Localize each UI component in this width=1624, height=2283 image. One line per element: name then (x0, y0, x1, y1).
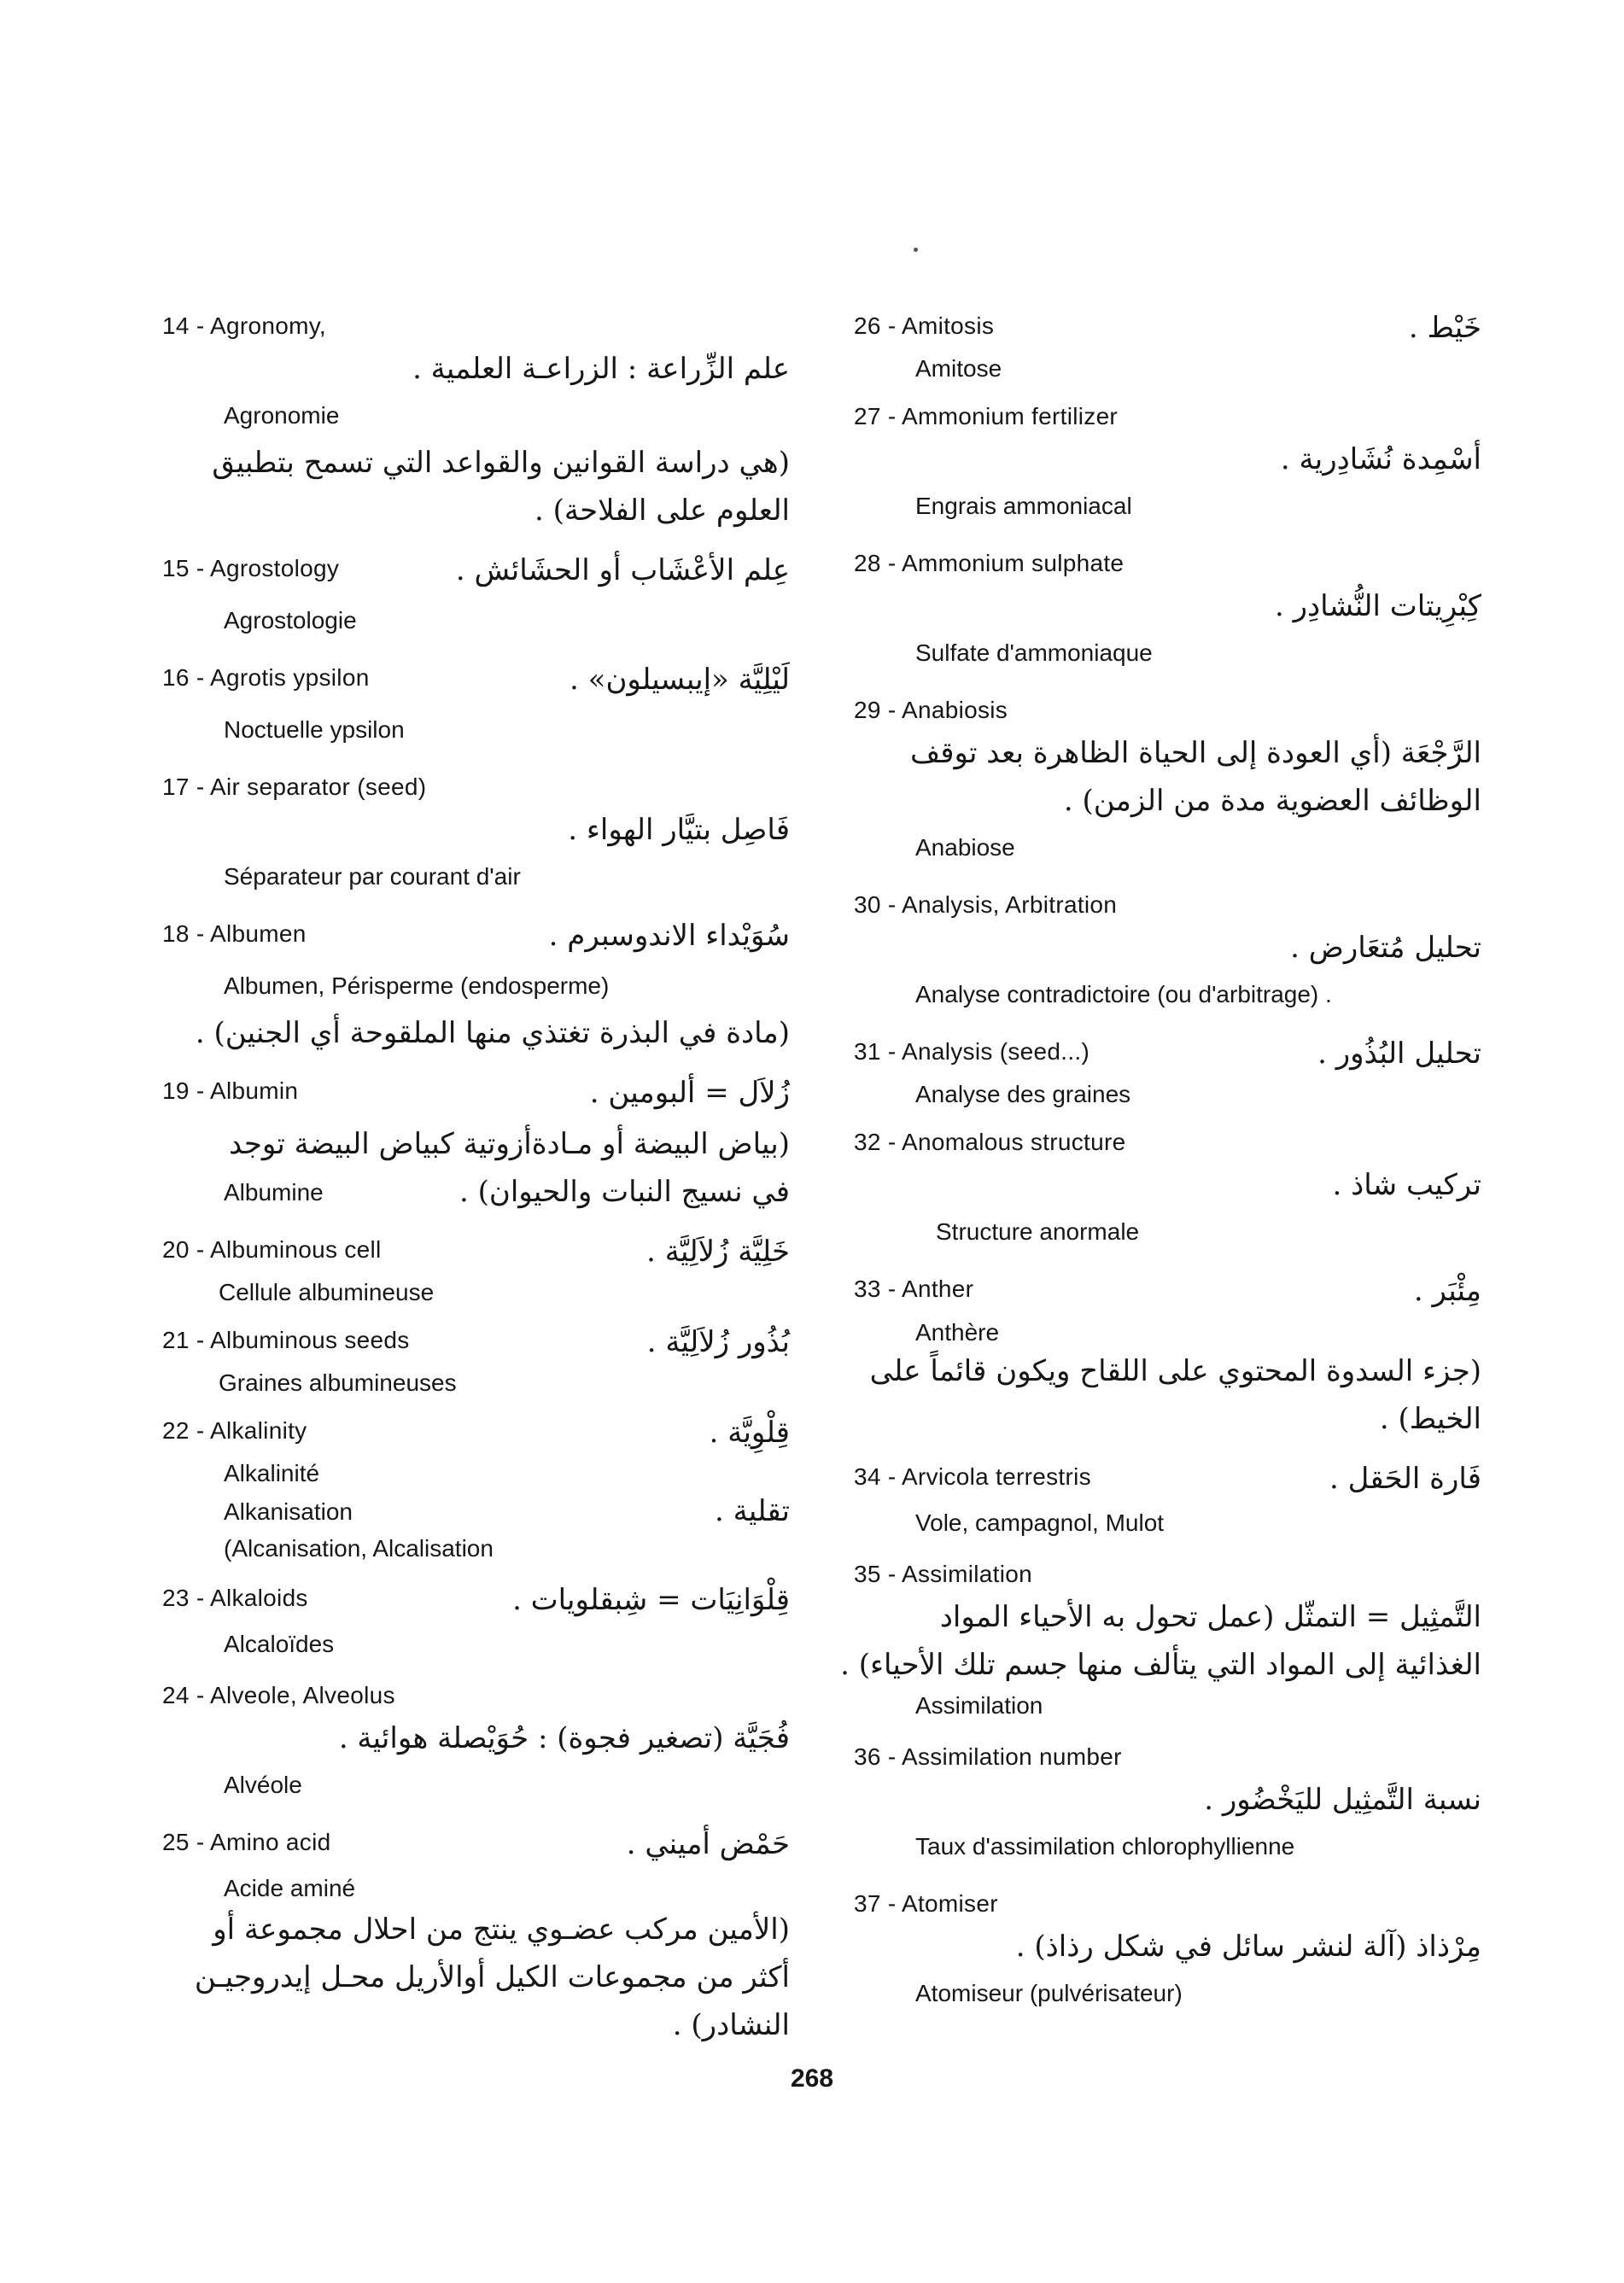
term-fr: Taux d'assimilation chlorophyllienne (915, 1833, 1295, 1860)
term-ar: تحليل البُذُور . (1317, 1036, 1481, 1071)
term-ar: خَلِيَّة زُلاَلِيَّة . (646, 1235, 790, 1269)
definition-ar: الخيط) . (1379, 1402, 1481, 1436)
term-ar: خَيْط . (1408, 311, 1481, 345)
term-ar: حَمْض أميني . (626, 1827, 790, 1861)
term-fr: Structure anormale (936, 1218, 1140, 1245)
entry-34 (854, 1457, 1490, 1540)
term-en: 16 - Agrotis ypsilon (162, 664, 370, 691)
entry-14 (162, 306, 798, 534)
definition-ar: (مادة في البذرة تغتذي منها الملقوحة أي الجنين) . (195, 1016, 790, 1050)
term-fr: Alcaloïdes (224, 1631, 335, 1657)
scan-speck (914, 248, 918, 252)
term-en: 17 - Air separator (seed) (162, 774, 427, 800)
entry-26 (854, 306, 1490, 382)
definition-ar: (جزء السدوة المحتوي على اللقاح ويكون قائماً على (869, 1354, 1481, 1388)
term-en: 23 - Alkaloids (162, 1585, 308, 1611)
term-fr: Albumen, Périsperme (endosperme) (224, 972, 610, 999)
term-fr: Amitose (915, 355, 1002, 382)
term-fr: Alkalinité (224, 1460, 320, 1486)
term-fr: Alvéole (224, 1772, 302, 1798)
entry-15 (162, 548, 798, 644)
term-fr: Agronomie (224, 402, 340, 429)
term-ar: بُذُور زُلاَلِيَّة . (646, 1325, 790, 1359)
term-en: 24 - Alveole, Alveolus (162, 1682, 395, 1708)
term-fr: Graines albumineuses (219, 1369, 457, 1396)
term-en: 32 - Anomalous structure (854, 1129, 1126, 1155)
entry-28 (854, 543, 1490, 676)
term-fr: Atomiseur (pulvérisateur) (915, 1980, 1183, 2006)
term-ar: تركيب شاذ . (1332, 1168, 1481, 1202)
entry-31 (854, 1031, 1490, 1108)
definition-ar: (الأمين مركب عضـوي ينتج من احلال مجموعة أو (213, 1912, 790, 1947)
term-fr: Anthère (915, 1319, 1000, 1346)
term-fr: Acide aminé (224, 1875, 356, 1901)
entry-35 (840, 1554, 1490, 1723)
term-ar: أسْمِدة نُشَادِرية . (1280, 442, 1481, 476)
term-en: 19 - Albumin (162, 1077, 299, 1104)
definition-ar: في نسيج النبات والحيوان) . (459, 1175, 790, 1209)
entry-36 (854, 1737, 1490, 1870)
definition-ar: (هي دراسة القوانين والقواعد التي تسمح بتطبيق (212, 446, 790, 480)
entry-30 (854, 885, 1490, 1018)
term-ar: علم الزِّراعة : الزراعـة العلمية . (412, 352, 790, 386)
term-ar: فَارة الحَقل . (1329, 1462, 1481, 1496)
term-ar: كِبْرِيتات النُّشادِر . (1274, 589, 1481, 623)
term-fr: Engrais ammoniacal (915, 493, 1132, 519)
term-fr-alternatives: (Alcanisation, Alcalisation (224, 1535, 494, 1562)
term-ar: لَيْلِيَّة «إيبسيلون» . (570, 663, 790, 697)
term-ar: فُجَيَّة (تصغير فجوة) : حُوَيْصلة هوائية . (338, 1721, 790, 1755)
entry-29 (854, 690, 1490, 871)
entry-19 (162, 1071, 798, 1216)
term-en: 29 - Anabiosis (854, 697, 1008, 723)
page-number: 268 (790, 2064, 834, 2093)
term-en: 26 - Amitosis (854, 312, 995, 339)
term-en: 21 - Albuminous seeds (162, 1327, 410, 1353)
term-fr: Cellule albumineuse (219, 1279, 435, 1305)
term-en: 30 - Analysis, Arbitration (854, 891, 1118, 918)
entry-16 (162, 657, 798, 753)
entry-23 (162, 1578, 798, 1661)
term-fr: Séparateur par courant d'air (224, 863, 521, 890)
term-en: 27 - Ammonium fertilizer (854, 403, 1119, 429)
term-fr: Anabiose (915, 834, 1015, 861)
right-column (840, 306, 1490, 2030)
term-fr: Agrostologie (224, 607, 357, 634)
term-ar: فَاصِل بتيَّار الهواء . (568, 813, 790, 847)
term-en: 28 - Ammonium sulphate (854, 550, 1125, 576)
term-en: 18 - Albumen (162, 920, 307, 947)
entry-22 (162, 1410, 798, 1564)
term-en: 37 - Atomiser (854, 1890, 998, 1917)
term-en: 33 - Anther (854, 1276, 974, 1302)
term-fr: Analyse des graines (915, 1081, 1131, 1107)
entry-21 (162, 1320, 798, 1397)
term-en: 15 - Agrostology (162, 555, 340, 581)
entry-37 (854, 1883, 1490, 2017)
term-en: 20 - Albuminous cell (162, 1236, 382, 1263)
left-column (162, 306, 798, 2063)
term-en: 35 - Assimilation (854, 1561, 1032, 1587)
entry-33 (854, 1269, 1490, 1443)
term-fr: Vole, campagnol, Mulot (915, 1509, 1165, 1536)
term-en: 25 - Amino acid (162, 1829, 331, 1855)
term-fr: Sulfate d'ammoniaque (915, 639, 1153, 666)
definition-ar: (بياض البيضة أو مـادةأزوتية كبياض البيضة توجد (228, 1127, 790, 1161)
term-ar: مِئْبَر . (1413, 1274, 1481, 1308)
term-fr: Noctuelle ypsilon (224, 716, 405, 743)
term-fr: Albumine (224, 1179, 324, 1206)
term-ar: مِرْذاذ (آلة لنشر سائل في شكل رذاذ) . (1015, 1930, 1481, 1964)
term-ar: قِلْوَانِيَات = شِبقلويات . (512, 1583, 790, 1617)
term-en: 34 - Arvicola terrestris (854, 1463, 1091, 1490)
term-ar: عِلم الأعْشَاب أو الحشَائش . (455, 553, 790, 587)
definition-ar: أكثر من مجموعات الكيل أوالأريل محـل إيدروجيـن (194, 1960, 790, 1994)
entry-32 (854, 1122, 1490, 1255)
term-en: 22 - Alkalinity (162, 1417, 307, 1444)
entry-24 (162, 1675, 798, 1808)
entry-20 (162, 1229, 798, 1306)
term-ar: سُوَيْداء الاندوسبرم . (548, 919, 790, 953)
term-fr-variant: Alkanisation (224, 1498, 353, 1525)
term-ar: تحليل مُتعَارض . (1290, 931, 1481, 965)
term-ar: زُلاَل = ألبومين . (589, 1076, 790, 1110)
term-fr: Assimilation (915, 1692, 1043, 1719)
term-en: 31 - Analysis (seed...) (854, 1038, 1090, 1065)
term-ar: قِلْوِيَّة . (709, 1416, 790, 1450)
entry-25 (162, 1822, 798, 2049)
definition-ar: الغذائية إلى المواد التي يتألف منها جسم تلك الأحياء) . (840, 1648, 1481, 1682)
definition-ar: العلوم على الفلاحة) . (535, 493, 790, 528)
definition-ar: التَّمثِيل = التمثّل (عمل تحول به الأحياء المواد (939, 1600, 1481, 1634)
definition-ar: النشادر) . (672, 2008, 790, 2042)
entry-17 (162, 767, 798, 900)
term-en: 14 - Agronomy, (162, 312, 326, 339)
entry-18 (162, 914, 798, 1057)
definition-ar: الرَّجْعَة (أي العودة إلى الحياة الظاهرة بعد توقف (910, 736, 1481, 770)
term-ar-variant: تقلية . (714, 1494, 790, 1528)
term-en: 36 - Assimilation number (854, 1743, 1122, 1770)
definition-ar: الوظائف العضوية مدة من الزمن) . (1063, 784, 1481, 818)
entry-27 (854, 396, 1490, 529)
term-ar: نسبة التَّمثِيل لليَخْضُور . (1204, 1783, 1481, 1817)
term-fr: Analyse contradictoire (ou d'arbitrage) . (915, 981, 1332, 1007)
